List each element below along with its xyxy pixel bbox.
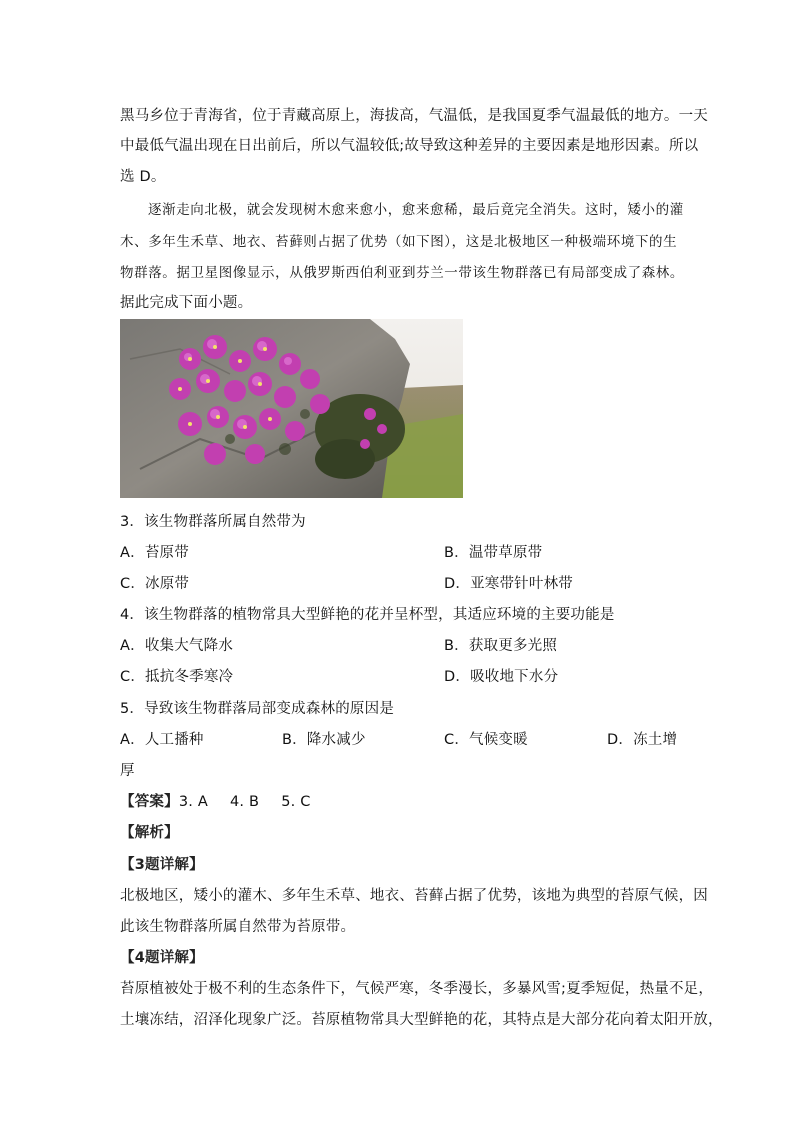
answer-4: 4. B [229,794,260,810]
question-3-option-c[interactable]: C．冰原带 [120,576,190,592]
intro-line-3: 选 D。 [120,169,166,185]
question-4-option-a[interactable]: A．收集大气降水 [120,638,234,654]
detail-3-line-1: 北极地区，矮小的灌木、多年生禾草、地衣、苔藓占据了优势，该地为典型的苔原气候，因 [120,888,708,904]
question-5-option-c[interactable]: C．气候变暖 [444,732,528,748]
intro-line-1: 黑马乡位于青海省，位于青藏高原上，海拔高，气温低，是我国夏季气温最低的地方。一天 [120,108,708,124]
question-5-option-a[interactable]: A．人工播种 [120,732,204,748]
answer-5: 5. C [281,794,311,810]
question-3-option-a[interactable]: A．苔原带 [120,545,189,561]
answer-3: 3. A [178,794,208,810]
detail-4-label: 【4题详解】 [120,950,204,966]
question-5-option-d-wrap: 厚 [120,763,135,779]
question-3-option-b[interactable]: B．温带草原带 [444,545,543,561]
question-4-option-d[interactable]: D．吸收地下水分 [444,669,559,685]
question-4-stem: 4．该生物群落的植物常具大型鲜艳的花并呈杯型，其适应环境的主要功能是 [120,607,615,623]
question-5-option-b[interactable]: B．降水减少 [282,732,366,748]
question-5-option-d[interactable]: D．冻土增 [607,732,678,748]
passage-line-2: 木、多年生禾草、地衣、苔藓则占据了优势（如下图），这是北极地区一种极端环境下的生 [120,234,678,250]
answer-line [120,790,311,811]
passage-line-4: 据此完成下面小题。 [120,295,253,311]
question-4-option-b[interactable]: B．获取更多光照 [444,638,558,654]
question-4-option-c[interactable]: C．抵抗冬季寒冷 [120,669,234,685]
passage-line-3: 物群落。据卫星图像显示，从俄罗斯西伯利亚到芬兰一带该生物群落已有局部变成了森林。 [120,265,684,281]
detail-3-label: 【3题详解】 [120,857,204,873]
analysis-label: 【解析】 [120,825,179,841]
intro-line-2: 中最低气温出现在日出前后，所以气温较低;故导致这种差异的主要因素是地形因素。所以 [120,138,699,154]
question-3-stem: 3．该生物群落所属自然带为 [120,514,306,530]
passage-line-1: 逐渐走向北极，就会发现树木愈来愈小，愈来愈稀，最后竟完全消失。这时，矮小的灌 [148,202,684,218]
tundra-flower-photo [120,319,463,498]
answer-label: 【答案】 [120,794,179,810]
detail-4-line-2: 土壤冻结，沼泽化现象广泛。苔原植物常具大型鲜艳的花，其特点是大部分花向着太阳开放， [120,1012,723,1028]
detail-4-line-1: 苔原植被处于极不利的生态条件下，气候严寒，冬季漫长，多暴风雪;夏季短促，热量不足， [120,981,714,997]
question-5-stem: 5．导致该生物群落局部变成森林的原因是 [120,701,395,717]
question-3-option-d[interactable]: D．亚寒带针叶林带 [444,576,573,592]
detail-3-line-2: 此该生物群落所属自然带为苔原带。 [120,919,356,935]
